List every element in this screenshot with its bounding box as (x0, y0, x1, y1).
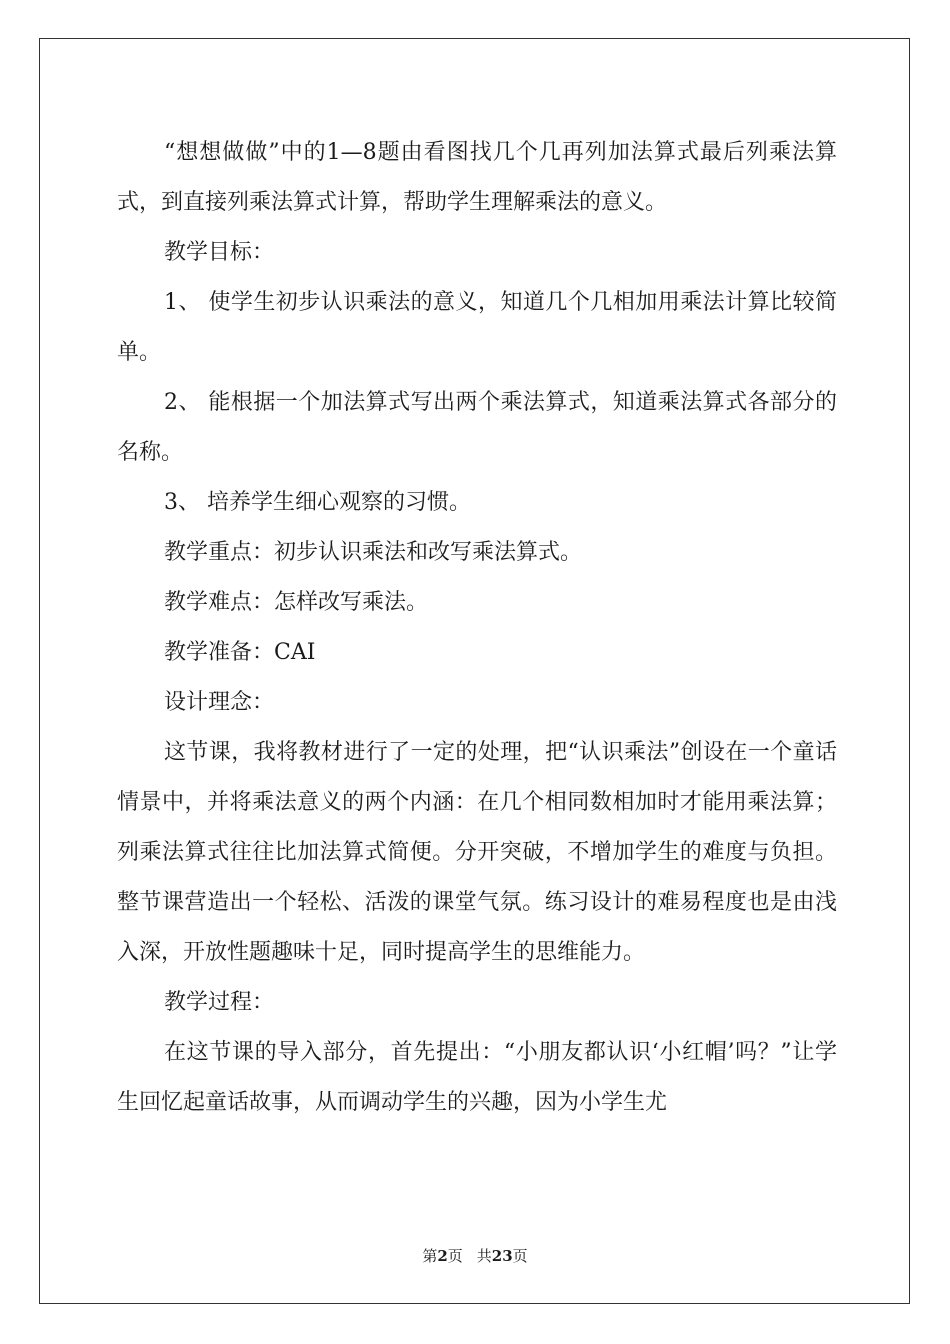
document-body (117, 128, 837, 1128)
page-suffix: 页 (447, 1247, 463, 1265)
total-page-count: 23 (491, 1247, 513, 1265)
current-page-number: 2 (437, 1247, 448, 1265)
paragraph: 教学准备：CAI (164, 640, 316, 665)
paragraph: 教学难点：怎样改写乘法。 (164, 590, 429, 615)
paragraph: 教学重点：初步认识乘法和改写乘法算式。 (164, 540, 583, 565)
paragraph: 这节课，我将教材进行了一定的处理，把“认识乘法”创设在一个童话情景中，并将乘法意义的两个内涵：在几个相同数相加时才能用乘法算；列乘法算式往往比加法算式简便。分开突破，不增加学生的难度与负担。整节课营造出一个轻松、活泼的课堂气氛。练习设计的难易程度也是由浅入深，开放性题趣味十足，同时提高学生的思维能力。 (117, 740, 837, 965)
paragraph: 设计理念： (164, 690, 275, 715)
paragraph: 教学过程： (164, 990, 275, 1015)
paragraph: “想想做做”中的1—8题由看图找几个几再列加法算式最后列乘法算式，到直接列乘法算式计算，帮助学生理解乘法的意义。 (117, 140, 837, 215)
paragraph: 1、 使学生初步认识乘法的意义，知道几个几相加用乘法计算比较简单。 (117, 290, 837, 365)
paragraph: 教学目标： (164, 240, 275, 265)
page-footer (0, 1245, 950, 1266)
paragraph: 在这节课的导入部分，首先提出：“小朋友都认识‘小红帽’吗？”让学生回忆起童话故事，从而调动学生的兴趣，因为小学生尤 (117, 1040, 837, 1115)
page-prefix: 第 (422, 1247, 438, 1265)
paragraph: 2、 能根据一个加法算式写出两个乘法算式，知道乘法算式各部分的名称。 (117, 390, 837, 465)
total-prefix: 共 (476, 1247, 492, 1265)
total-suffix: 页 (512, 1247, 528, 1265)
paragraph: 3、 培养学生细心观察的习惯。 (164, 490, 471, 515)
